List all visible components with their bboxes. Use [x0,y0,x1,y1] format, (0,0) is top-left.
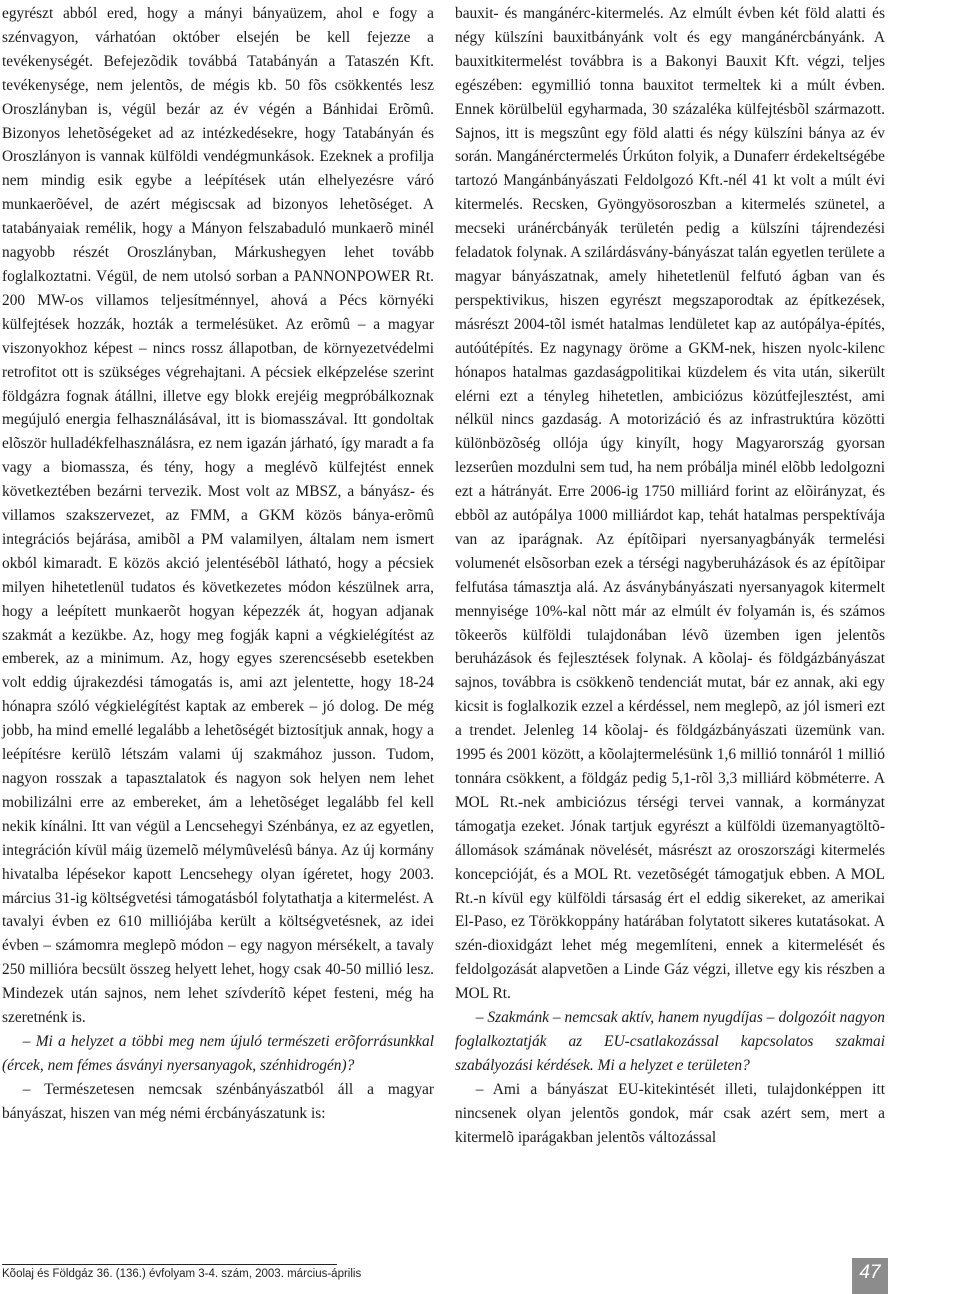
left-column [2,2,434,1126]
journal-footer: Kõolaj és Földgáz 36. (136.) évfolyam 3-4. szám, 2003. március-április [2,1268,362,1280]
interview-answer: – Ami a bányászat EU-kitekintését illeti, tulajdonképpen itt nincsenek olyan jelentõs gondok, már csak azért sem, mert a kitermelõ iparágakban jelentõs változással [455,1080,885,1146]
body-paragraph: bauxit- és mangánérc-kitermelés. Az elmúlt évben két föld alatti és négy külszíni bauxitbányánk volt és egy mangánércbányánk. A bauxitkitermelést továbbra is a Bakonyi Bauxit Kft. végzi, teljes egészében: egymillió tonna bauxitot termeltek ki a múlt évben. Ennek körülbelül egyharmada, 30 százaléka külfejtésbõl származott. Sajnos, itt is megszûnt egy föld alatti és négy külszíni bánya az év során. Mangánérctermelés Úrkúton folyik, a Dunaferr érdekeltségébe tartozó Mangánbányászati Feldolgozó Kft.-nél 41 kt volt a múlt évi kitermelés. Recsken, Gyöngyösoroszban a kitermelés szünetel, a mecseki uránércbányák területén pedig a külszíni tájrendezési feladatok folynak. A szilárdásvány-bányászat talán egyetlen területe a magyar bányászatnak, amely hihetetlenül felfutó ágban van és perspektivikus, hiszen egyrészt megszaporodtak az építkezések, másrészt 2004-tõl ismét hatalmas lendületet kap az autópálya-építés, autóútépítés. Ez nagynagy öröme a GKM-nek, hiszen nyolc-kilenc hónapos hatalmas gazdaságpolitikai küzdelem és vita után, sikerült elérni ezt a tényleg hihetetlen, ambiciózus közútfejlesztést, ami nélkül nincs gazdaság. A motorizáció és az infrastruktúra közötti különbözõség ollója úgy kinyílt, hogy Magyarország gyorsan lezserûen mozdulni sem tud, ha nem próbálja minél elõbb ledolgozni ezt a hátrányát. Erre 2006-ig 1750 milliárd forint az elõirányzat, és ebbõl az autópálya 1000 milliárdot kap, tehát hatalmas perspektívája van az iparágnak. Az építõipari nyersanyagbányák termelési volumenét elsõsorban ezek a térségi nagyberuházások és az építõipar felfutása támasztja alá. Az ásványbányászati nyersanyagok kitermelt mennyisége 10%-kal nõtt már az elmúlt év folyamán is, és számos tõkeerõs külföldi tulajdonában lévõ üzemben igen jelentõs beruházások és fejlesztések folynak. A kõolaj- és földgázbányászat sajnos, továbbra is csökkenõ tendenciát mutat, bár ez annak, aki egy kicsit is foglalkozik ezzel a kérdéssel, nem meglepõ, az jól ismeri ezt a trendet. Jelenleg 14 kõolaj- és földgázbányászati üzemünk van. 1995 és 2001 között, a kõolajtermelésünk 1,6 millió tonnáról 1 millió tonnára csökkent, a földgáz pedig 5,1-rõl 3,3 milliárd köbméterre. A MOL Rt.-nek ambiciózus térségi tervei vannak, a kormányzat támogatja ezeket. Jónak tartjuk egyrészt a külföldi üzemanyagtöltõ-állomások számának növelését, másrészt az oroszországi kitermelés koncepcióját, és a MOL Rt. vezetõségét támogatjuk ebben. A MOL Rt.-n kívül egy külföldi társaság ért el eddig sikereket, az amerikai El-Paso, ez Törökkoppány határában folytatott sikeres kutatásokat. A szén-dioxidgázt lehet még megemlíteni, ennek a kitermelését és feldolgozását alapvetõen a Linde Gáz végzi, illetve egy kis részben a MOL Rt. [455,5,885,1003]
interview-question: – Mi a helyzet a többi meg nem újuló természeti erõforrásunkkal (ércek, nem fémes ásványi nyersanyagok, szénhidrogén)? [2,1032,434,1074]
interview-question: – Szakmánk – nemcsak aktív, hanem nyugdíjas – dolgozóit nagyon foglalkoztatják az EU-csatlakozással kapcsolatos szakmai szabályozási kérdések. Mi a helyzet e területen? [455,1009,885,1074]
right-column [455,2,885,1150]
interview-answer: – Természetesen nemcsak szénbányászatból áll a magyar bányászat, hiszen van még némi ércbányászatunk is: [2,1080,434,1122]
body-paragraph: egyrészt abból ered, hogy a mányi bányaüzem, ahol e fogy a szénvagyon, várhatóan október elsején be kell fejezze a tevékenységét. Befejezõdik továbbá Tatabányán a Tataszén Kft. tevékenysége, nem jelentõs, de mégis kb. 50 fõs csökkentés lesz Oroszlányban is, végül bezár az év végén a Bánhidai Erõmû. Bizonyos lehetõségeket ad az intézkedésekre, hogy Tatabányán és Oroszlányon is vannak külföldi vendégmunkások. Ezeknek a profilja nem mindig esik egybe a leépítések után elhelyezésre váró munkaerõével, de azért mégiscsak ad bizonyos lehetõséget. A tatabányaiak remélik, hogy a Mányon felszabaduló munkaerõ minél nagyobb részét Oroszlányban, Márkushegyen lehet tovább foglalkoztatni. Végül, de nem utolsó sorban a PANNONPOWER Rt. 200 MW-os villamos teljesítménnyel, ahová a Pécs környéki külfejtések hozzák, hozták a termelésüket. Az erõmû – a magyar viszonyokhoz képest – nincs rossz állapotban, de környezetvédelmi retrofitot ott is szükséges végrehajtani. A pécsiek elképzelése szerint földgázra fognak átállni, illetve egy blokk erejéig megpróbálkoznak megújuló energia felhasználásával, itt is biomasszával. Itt gondoltak elõször hulladékfelhasználásra, ez nem igazán járható, így maradt a fa vagy a biomassza, és tény, hogy a meglévõ külfejtést ennek következtében bezárni tervezik. Most volt az MBSZ, a bányász- és villamos szakszervezet, az FMM, a GKM közös bánya-erõmû integrációs bejárása, amibõl a PM valamilyen, általam nem ismert okból kimaradt. E közös akció jelentésébõl látható, hogy a pécsiek milyen hihetetlenül tudatos és következetes módon készülnek arra, hogy a leépített munkaerõt hogyan képezzék át, hogyan adjanak szakmát a kezükbe. Az, hogy meg fogják kapni a végkielégítést az emberek, az a minimum. Az, hogy egyes szerencsésebb esetekben volt eddig újrakezdési támogatás is, ami azt jelentette, hogy 18-24 hónapra szóló végkielégítést kaptak az emberek – jó dolog. De még jobb, ha mind emellé legalább a lehetõségét biztosítjuk annak, hogy a leépítésre kerülõ létszám valami új szakmához jusson. Tudom, nagyon rosszak a tapasztalatok és nagyon sok helyen nem lehet mobilizálni erre az embereket, ám a lehetõséget legalább fel kell nekik kínálni. Itt van végül a Lencsehegyi Szénbánya, ez az egyetlen, integráción kívül máig üzemelõ mélymûvelésû bánya. Az új kormány hivatalba lépésekor kapott Lencsehegy olyan ígéretet, hogy 2003. március 31-ig költségvetési támogatásból folytathatja a kitermelést. A tavalyi évben ez 610 milliójába került a költségvetésnek, az idei évben – számomra meglepõ módon – egy nagyon mérsékelt, a tavaly 250 millióra becsült összeg helyett lehet, hogy csak 40-50 millió lesz. Mindezek után sajnos, nem lehet szívderítõ képet festeni, még ha szeretnénk is. [2,5,434,1027]
page-number: 47 [859,1262,881,1283]
footer-divider [2,1264,337,1265]
